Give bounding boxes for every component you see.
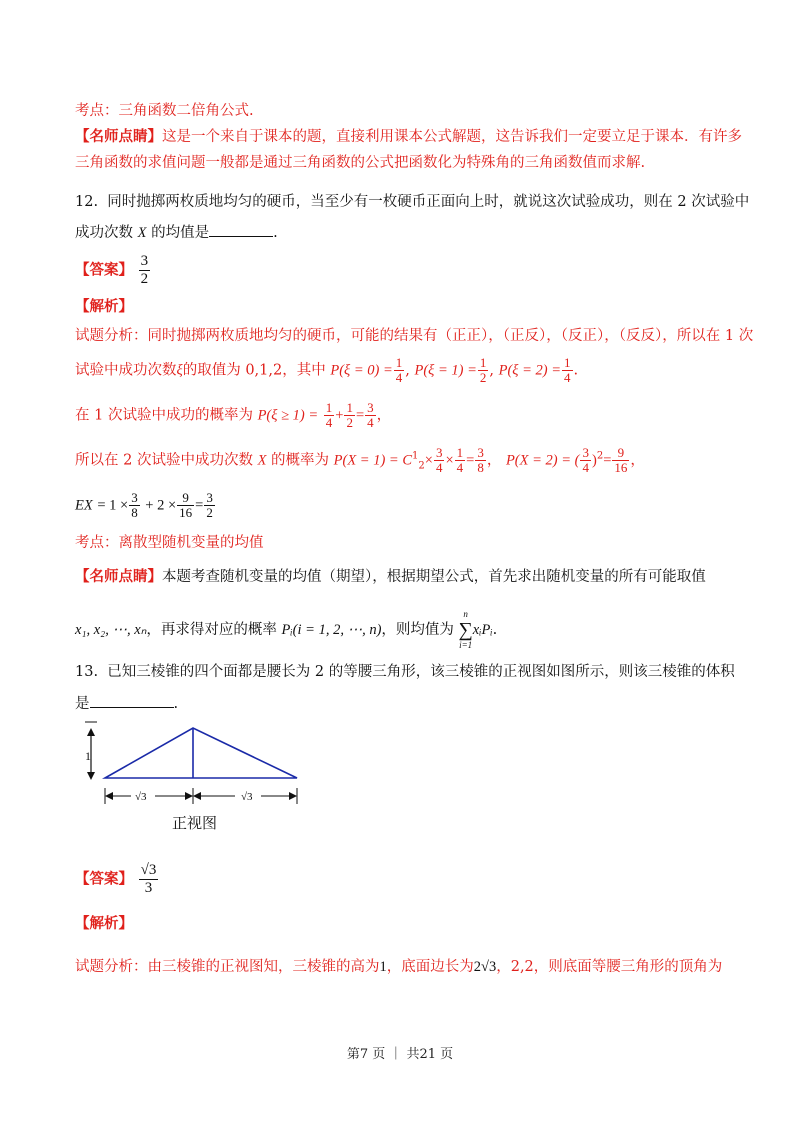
sol12-c-sub: 2 xyxy=(418,460,425,472)
sol12-l4-f1 xyxy=(434,446,445,475)
sol12-p1-frac xyxy=(478,356,489,385)
sol12-l4-f3-num: 3 xyxy=(477,445,484,460)
sol12-l5-f1 xyxy=(129,491,140,520)
ans13-row xyxy=(75,862,159,897)
q12-text1: 同时抛掷两枚质地均匀的硬币，当至少有一枚硬币正面向上时，就说这次试验成功，则在 2 次试验中 xyxy=(107,194,750,210)
q12-line2 xyxy=(75,222,278,243)
figure-caption: 正视图 xyxy=(172,814,218,832)
dianjing-2-label: 【名师点睛】 xyxy=(75,568,162,585)
sol12-p0-num: 1 xyxy=(395,355,403,370)
kaodian-1: 考点：三角函数二倍角公式. xyxy=(75,103,254,119)
q12-line1 xyxy=(75,192,749,212)
dianjing-2-mid2: ，则均值为 xyxy=(381,622,454,638)
dianjing-2-line2 xyxy=(75,609,497,651)
sol12-l4-g2 xyxy=(612,446,629,475)
dim-right-label: √3 xyxy=(241,791,253,803)
sol12-p0: P(ξ = 0) = xyxy=(330,362,393,379)
sol12-l3-a-den: 4 xyxy=(325,415,333,430)
sol12-line4: 所以在 2 次试验中成功次数 X 的概率为 $P(X = 1) = C^1_2\times$ $\frac{3}{4}$ × $\frac{1}{4}$ = $\frac{3}{8}$ ， P(X = 2) = ( $\frac{3}{4}$ )$^2$= $\frac{9}{16}$ ， xyxy=(75,445,645,475)
sol12-p2-frac xyxy=(562,356,573,385)
sol12-p2-num: 1 xyxy=(564,355,571,370)
sol12-p0-frac xyxy=(394,356,405,385)
sum-top: n xyxy=(463,609,468,619)
sol12-l3-a-num: 1 xyxy=(325,400,333,415)
sol12-p2: P(ξ = 2) = xyxy=(498,362,562,379)
dianjing-2-end: . xyxy=(492,622,498,638)
sol12-l4-var: X xyxy=(257,452,267,469)
sol12-l4-eq2: = xyxy=(603,452,612,469)
dim-left-label: √3 xyxy=(135,791,147,803)
sol12-line3: 在 1 次试验中成功的概率为 P(ξ ≥ 1) = $\frac{1}{4}$ + $\frac{1}{2}$ = $\frac{3}{4}$ ， xyxy=(75,400,392,430)
dianjing-2-p: Pᵢ(i = 1, 2, ⋯, n) xyxy=(281,622,382,638)
sol12-l4-f3-den: 8 xyxy=(477,460,484,475)
sol12-l4-f1-num: 3 xyxy=(435,445,443,460)
sol12-l4-g1-den: 4 xyxy=(582,460,589,475)
q13-line2 xyxy=(75,693,178,714)
dim-left-arrow-r xyxy=(185,792,193,800)
sol12-l5-b: = 1 × xyxy=(97,497,129,514)
ans12-num: 3 xyxy=(140,253,149,269)
height-label: 1 xyxy=(85,749,91,763)
sol12-l5-f1-den: 8 xyxy=(131,505,138,520)
ans13-fraction xyxy=(139,862,159,897)
sol12-l4-times1: × xyxy=(424,452,433,469)
q13-end: . xyxy=(173,696,179,712)
sol12-l5-ex: EX xyxy=(75,497,93,514)
dianjing-2-line1 xyxy=(75,567,706,587)
sol12-l3-b-den: 2 xyxy=(346,415,353,430)
q12-number: 12. xyxy=(75,194,99,210)
sol12-l4-mid: 的概率为 xyxy=(271,452,330,469)
q12-var: X xyxy=(137,225,147,241)
sol13-edge: 2√3 xyxy=(473,959,497,975)
sol12-l3-plus: + xyxy=(335,407,344,424)
sol12-line5 xyxy=(75,491,216,520)
q13-text2: 是 xyxy=(75,696,90,712)
q12-text2b: 的均值是 xyxy=(151,225,210,241)
sol12-l4-g2-den: 16 xyxy=(614,460,628,475)
sol12-p2-den: 4 xyxy=(564,370,571,385)
height-arrow-down xyxy=(87,772,95,780)
ans12-den: 2 xyxy=(140,271,149,287)
sol12-l4-paren: ) xyxy=(591,452,597,469)
q13-number: 13. xyxy=(75,664,99,680)
sol12-p0-den: 4 xyxy=(395,370,403,385)
sol12-xi: ξ xyxy=(176,362,183,379)
sol12-l5-eq: = xyxy=(195,497,204,514)
q13-text1: 已知三棱锥的四个面都是腰长为 2 的等腰三角形，该三棱锥的正视图如图所示，则该三棱锥的体积 xyxy=(107,664,735,680)
ans13-den: 3 xyxy=(144,880,153,896)
sol12-p1: P(ξ = 1) = xyxy=(414,362,477,379)
sum-sigma: ∑ xyxy=(458,619,473,641)
dianjing-1-label: 【名师点睛】 xyxy=(75,128,162,145)
ans12-label: 【答案】 xyxy=(75,261,133,279)
dianjing-2-xs: x₁, x₂, ⋯, xₙ xyxy=(75,622,147,638)
sol12-line2: 试验中成功次数ξ的取值为 0,1,2，其中 P(ξ = 0) = $\frac{1}{4}$ , P(ξ = 1) = $\frac{1}{2}$ , P(ξ = 2) = $\frac{1}{4}$ . xyxy=(75,355,579,385)
sol12-l5-f1-num: 3 xyxy=(131,490,138,505)
q12-end: . xyxy=(273,225,278,241)
q13-line1 xyxy=(75,662,735,682)
sol12-l4-m1: P(X = 1) = C xyxy=(333,452,413,469)
sol13-mid: ，底面边长为 xyxy=(386,959,474,975)
sol12-l3-frac-c xyxy=(365,401,376,430)
sol12-l4-f1-den: 4 xyxy=(435,460,443,475)
jiexi-label-2: 【解析】 xyxy=(75,915,133,932)
sum-bottom: i=1 xyxy=(459,640,473,650)
dianjing-1-line2: 三角函数的求值问题一般都是通过三角函数的公式把函数化为特殊角的三角函数值而求解. xyxy=(75,155,646,171)
kaodian-2: 考点：离散型随机变量的均值 xyxy=(75,535,264,551)
sol12-line1: 试题分析：同时抛掷两枚质地均匀的硬币，可能的结果有（正正），（正反），（反正），（反反），所以在 1 次 xyxy=(75,328,754,344)
dim-left-arrow-l xyxy=(105,792,113,800)
sol12-l5-c: + 2 × xyxy=(145,497,177,514)
sol12-l4-g1-num: 3 xyxy=(582,445,589,460)
sol12-p1-den: 2 xyxy=(479,370,487,385)
dim-right-arrow-r xyxy=(289,792,297,800)
sol12-l4-g1 xyxy=(580,446,591,475)
sol12-l4-times2: × xyxy=(445,452,454,469)
sum-body: xᵢPᵢ xyxy=(472,622,493,638)
sol12-p1-num: 1 xyxy=(479,355,487,370)
sol13-pre: 试题分析：由三棱锥的正视图知，三棱锥的高为 xyxy=(75,959,380,975)
dianjing-1-line1 xyxy=(75,127,742,147)
sol12-l4-eq1: = xyxy=(466,452,475,469)
sol12-l2-pre: 试验中成功次数 xyxy=(75,362,177,379)
sol12-l5-f3-den: 2 xyxy=(206,505,213,520)
sol12-l5-f2-den: 16 xyxy=(179,505,193,520)
sol12-c-sup: 1 xyxy=(412,450,419,462)
sol12-l4-sq: 2 xyxy=(596,450,604,462)
front-view-triangle xyxy=(105,728,297,778)
sol12-l4-m2: P(X = 2) = ( xyxy=(505,452,580,469)
sol12-l5-f2-num: 9 xyxy=(177,491,194,506)
dianjing-1-text: 这是一个来自于课本的题，直接利用课本公式解题，这告诉我们一定要立足于课本．有许多 xyxy=(162,129,742,145)
ans12-row xyxy=(75,253,151,288)
sol12-l3-math: P(ξ ≥ 1) = xyxy=(257,407,319,424)
dim-right-arrow-l xyxy=(193,792,201,800)
sol12-l4-pre: 所以在 2 次试验中成功次数 xyxy=(75,452,253,469)
sol12-l3-c-den: 4 xyxy=(367,415,374,430)
sol12-l4-f2 xyxy=(455,446,466,475)
sol12-l3-pre: 在 1 次试验中成功的概率为 xyxy=(75,407,253,424)
sol13-height: 1 xyxy=(379,959,387,975)
sol12-l3-frac-a xyxy=(324,401,335,430)
front-view-figure xyxy=(75,718,315,808)
ans13-num: √3 xyxy=(140,862,157,878)
q12-answer-blank xyxy=(209,222,273,237)
ans13-label: 【答案】 xyxy=(75,870,133,888)
sol12-l5-f3-num: 3 xyxy=(206,490,213,505)
sol12-l5-f2 xyxy=(177,491,194,520)
sol12-l3-eq: = xyxy=(355,407,365,424)
dianjing-2-mid: ，再求得对应的概率 xyxy=(146,622,277,638)
jiexi-label-1: 【解析】 xyxy=(75,298,133,315)
sol12-l4-f2-num: 1 xyxy=(456,445,464,460)
ans12-fraction xyxy=(139,253,151,288)
q12-text2a: 成功次数 xyxy=(75,225,133,241)
page-footer: 第7 页 ｜ 共21 页 xyxy=(346,1047,454,1062)
sol12-l5-f3 xyxy=(204,491,215,520)
sol12-l3-c-num: 3 xyxy=(367,400,374,415)
sol13-post: ，2,2，则底面等腰三角形的顶角为 xyxy=(496,959,723,975)
sol12-l4-g2-num: 9 xyxy=(612,446,629,461)
sol12-l3-frac-b xyxy=(344,401,355,430)
sum-symbol xyxy=(459,609,473,651)
sol12-l4-f3 xyxy=(475,446,486,475)
dianjing-2-text: 本题考查随机变量的均值（期望），根据期望公式，首先求出随机变量的所有可能取值 xyxy=(162,569,706,585)
sol13-line1 xyxy=(75,957,722,977)
sol12-l3-b-num: 1 xyxy=(346,400,353,415)
q13-answer-blank xyxy=(90,693,174,708)
height-arrow-up xyxy=(87,728,95,736)
sol12-l4-f2-den: 4 xyxy=(456,460,464,475)
sol12-l2-mid: 的取值为 0,1,2，其中 xyxy=(182,362,326,379)
